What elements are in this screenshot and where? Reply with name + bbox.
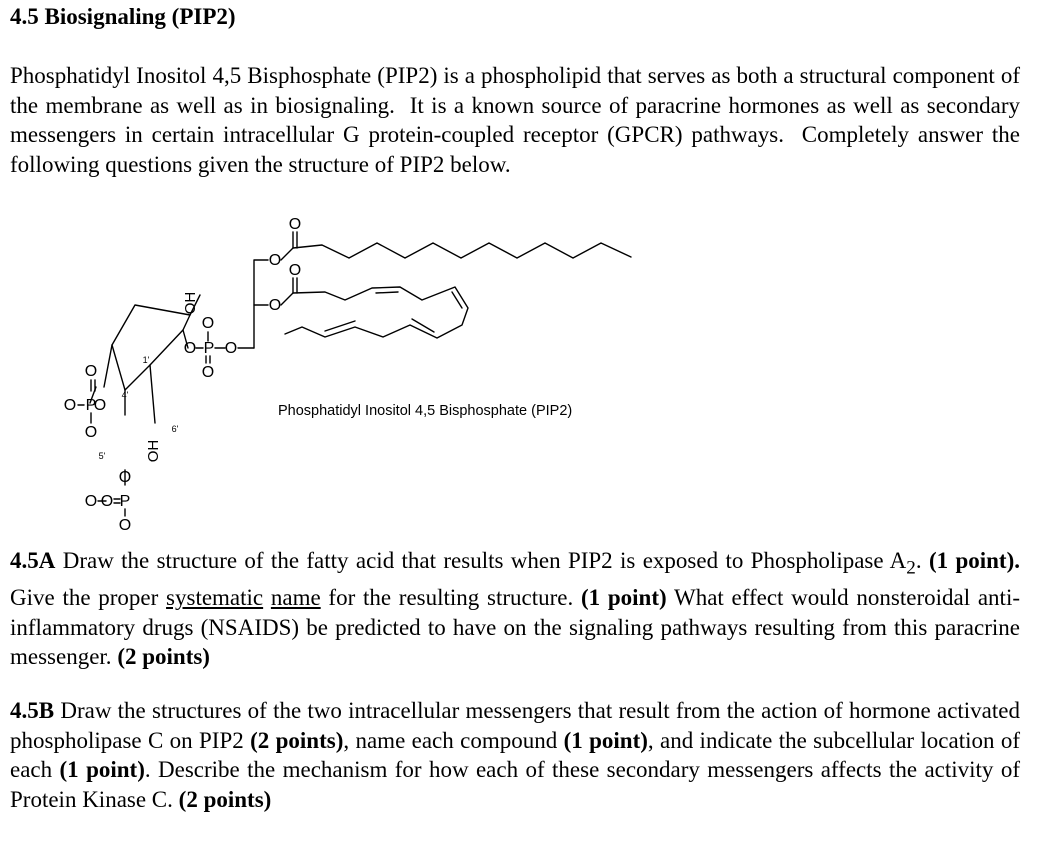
double-bond-2 [452,292,462,308]
atom-o-phosphate-1b: O [224,340,238,357]
ester-2-bond [281,293,293,305]
hydroxyl-2: OH [182,291,199,315]
hydroxyl-6: OH [145,439,162,463]
atom-o-phosphate-4b: O [63,397,77,414]
ring-bond-4 [104,345,112,387]
atom-p-phosphate-5: P [119,493,131,510]
question-4-5b-text-3: , and indicate the subcellular location of each [10,727,1021,782]
pip2-structure-drawing [0,205,1048,545]
pip2-structure-figure [0,205,1048,545]
saturated-fatty-chain [293,243,631,258]
atom-p-phosphate-4: P [85,397,97,414]
question-4-5b-points-1: (2 points) [250,727,344,753]
question-4-5b-points-4: (2 points) [178,786,272,812]
section-title: 4.5 Biosignaling (PIP2) [10,4,236,29]
atom-p-phosphate-1: P [203,340,215,357]
atom-o-carbonyl-1: O [288,216,302,233]
atom-o-phosphate-1a: O [183,340,197,357]
question-4-5b-points-2: (1 point) [563,727,648,753]
intro-sentence-3: Completely answer the following questions given the structure of PIP2 below. [10,122,1020,177]
atom-o-phosphate-5b: O [84,493,98,510]
atom-o-phosphate-4-up: O [84,363,98,380]
atom-o-phosphate-1-down: O [201,364,215,381]
figure-caption: Phosphatidyl Inositol 4,5 Bisphosphate (PIP2) [278,403,573,419]
intro-sentence-2: It is a known source of paracrine hormones as well as secondary messengers in certain intracellular G protein-coupled receptor (GPCR) pathways. [10,92,1020,147]
question-4-5a-points-3: (2 points) [117,644,210,670]
question-4-5a-period: . [915,548,922,573]
question-4-5b-text-2: , name each compound [343,727,564,753]
double-bond-1 [376,292,398,293]
question-4-5a-subscript: 2 [906,557,916,579]
question-4-5a-label: 4.5A [10,548,56,573]
atom-o-phosphate-5-left: O [100,493,114,510]
intro-paragraph [10,61,1020,179]
underlined-name: name [270,585,321,611]
glycerol-bond-lower [254,305,268,348]
question-4-5b [10,696,1020,814]
atom-o-ester-2: O [268,297,282,314]
question-4-5a-text-3: for the resulting structure. [320,585,581,611]
atom-o-phosphate-4-down: O [84,424,98,441]
intro-sentence-1: Phosphatidyl Inositol 4,5 Bisphosphate (PIP2) is a phospholipid that serves as both a structural component of the membrane as well as in biosignaling. [10,63,1020,118]
glycerol-bond-upper [254,260,268,305]
question-4-5a-text-4: What effect would nonsteroidal anti-inflammatory drugs (NSAIDS) be predicted to have on the signaling pathways resulting from this paracrine messenger. [10,585,1020,670]
question-4-5b-text-1: Draw the structures of the two intracellular messengers that result from the action of hormone activated phospholipase C on PIP2 [10,698,1020,753]
atom-o-carbonyl-2: O [288,262,302,279]
ester-1-bond [281,248,293,260]
ring-position-1: 1' [142,355,150,365]
atom-labels [64,216,301,534]
bonds [78,232,631,516]
atom-o-phosphate-5a: O [118,469,132,486]
atom-o-phosphate-5-down: O [118,517,132,534]
underlined-systematic: systematic [166,585,264,611]
atom-o-phosphate-1-up: O [201,315,215,332]
ring-position-5: 5' [98,451,106,461]
ring-position-4: 4' [121,390,129,400]
question-4-5a-text-1: Draw the structure of the fatty acid that results when PIP2 is exposed to Phospholipase A [55,548,907,573]
ring-position-6: 6' [171,424,179,434]
question-4-5b-label: 4.5B [10,698,55,723]
unsaturated-fatty-chain [285,287,468,338]
question-4-5b-points-3: (1 point) [59,757,145,782]
question-4-5b-text-4: . Describe the mechanism for how each of these secondary messengers affects the activity of Protein Kinase C. [10,757,1020,812]
double-bond-3 [412,319,434,332]
atom-o-phosphate-4a: O [93,397,107,414]
atom-o-ester-1: O [268,252,282,269]
ring-bond-6 [150,365,155,423]
question-4-5a-points-1: (1 point). [928,548,1021,573]
question-4-5a [10,546,1020,672]
double-bond-4 [325,321,355,331]
question-4-5a-points-2: (1 point) [580,585,667,611]
question-4-5a-text-2: Give the proper [10,585,167,611]
